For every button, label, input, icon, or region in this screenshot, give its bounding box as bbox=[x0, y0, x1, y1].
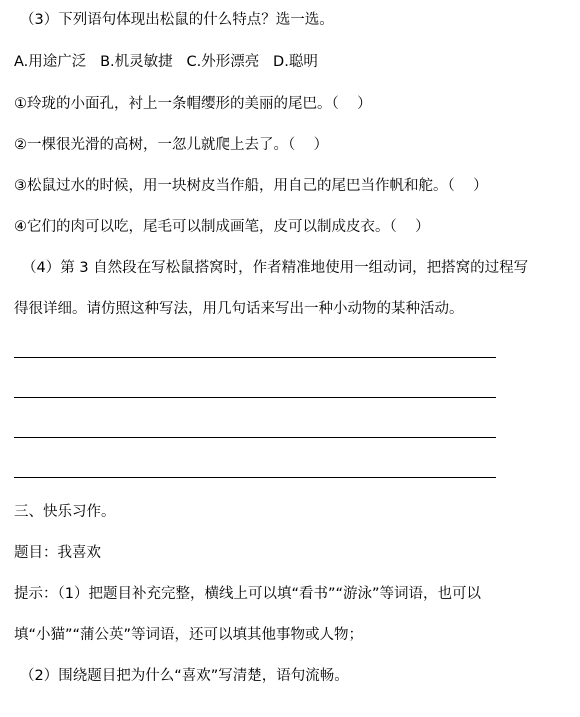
q3-options: A.用途广泛 B.机灵敏捷 C.外形漂亮 D.聪明 bbox=[14, 54, 318, 70]
answer-line-1[interactable] bbox=[14, 357, 496, 358]
q3-item-2: ②一棵很光滑的高树，一忽儿就爬上去了。（ ） bbox=[14, 137, 329, 153]
writing-hint-line-2: 填“小猫”“蒲公英”等词语，还可以填其他事物或人物； bbox=[14, 627, 364, 643]
writing-topic: 题目：我喜欢 bbox=[14, 545, 101, 561]
q3-item-4: ④它们的肉可以吃，尾毛可以制成画笔，皮可以制成皮衣。（ ） bbox=[14, 219, 430, 235]
answer-line-4[interactable] bbox=[14, 477, 496, 478]
q3-prompt: （3）下列语句体现出松鼠的什么特点？选一选。 bbox=[20, 12, 334, 28]
q4-prompt-line-2: 得很详细。请仿照这种写法，用几句话来写出一种小动物的某种活动。 bbox=[14, 301, 464, 317]
writing-hint-line-3: （2）围绕题目把为什么“喜欢”写清楚，语句流畅。 bbox=[20, 668, 349, 684]
answer-line-3[interactable] bbox=[14, 437, 496, 438]
q3-item-3: ③松鼠过水的时候，用一块树皮当作船，用自己的尾巴当作帆和舵。（ ） bbox=[14, 178, 488, 194]
q4-prompt-line-1: （4）第 3 自然段在写松鼠搭窝时，作者精准地使用一组动词，把搭窝的过程写 bbox=[22, 260, 529, 276]
writing-section-heading: 三、快乐习作。 bbox=[14, 504, 116, 520]
writing-hint-line-1: 提示：（1）把题目补充完整，横线上可以填“看书”“游泳”等词语，也可以 bbox=[14, 586, 482, 602]
answer-line-2[interactable] bbox=[14, 397, 496, 398]
q3-item-1: ①玲珑的小面孔，衬上一条帽缨形的美丽的尾巴。（ ） bbox=[14, 96, 372, 112]
